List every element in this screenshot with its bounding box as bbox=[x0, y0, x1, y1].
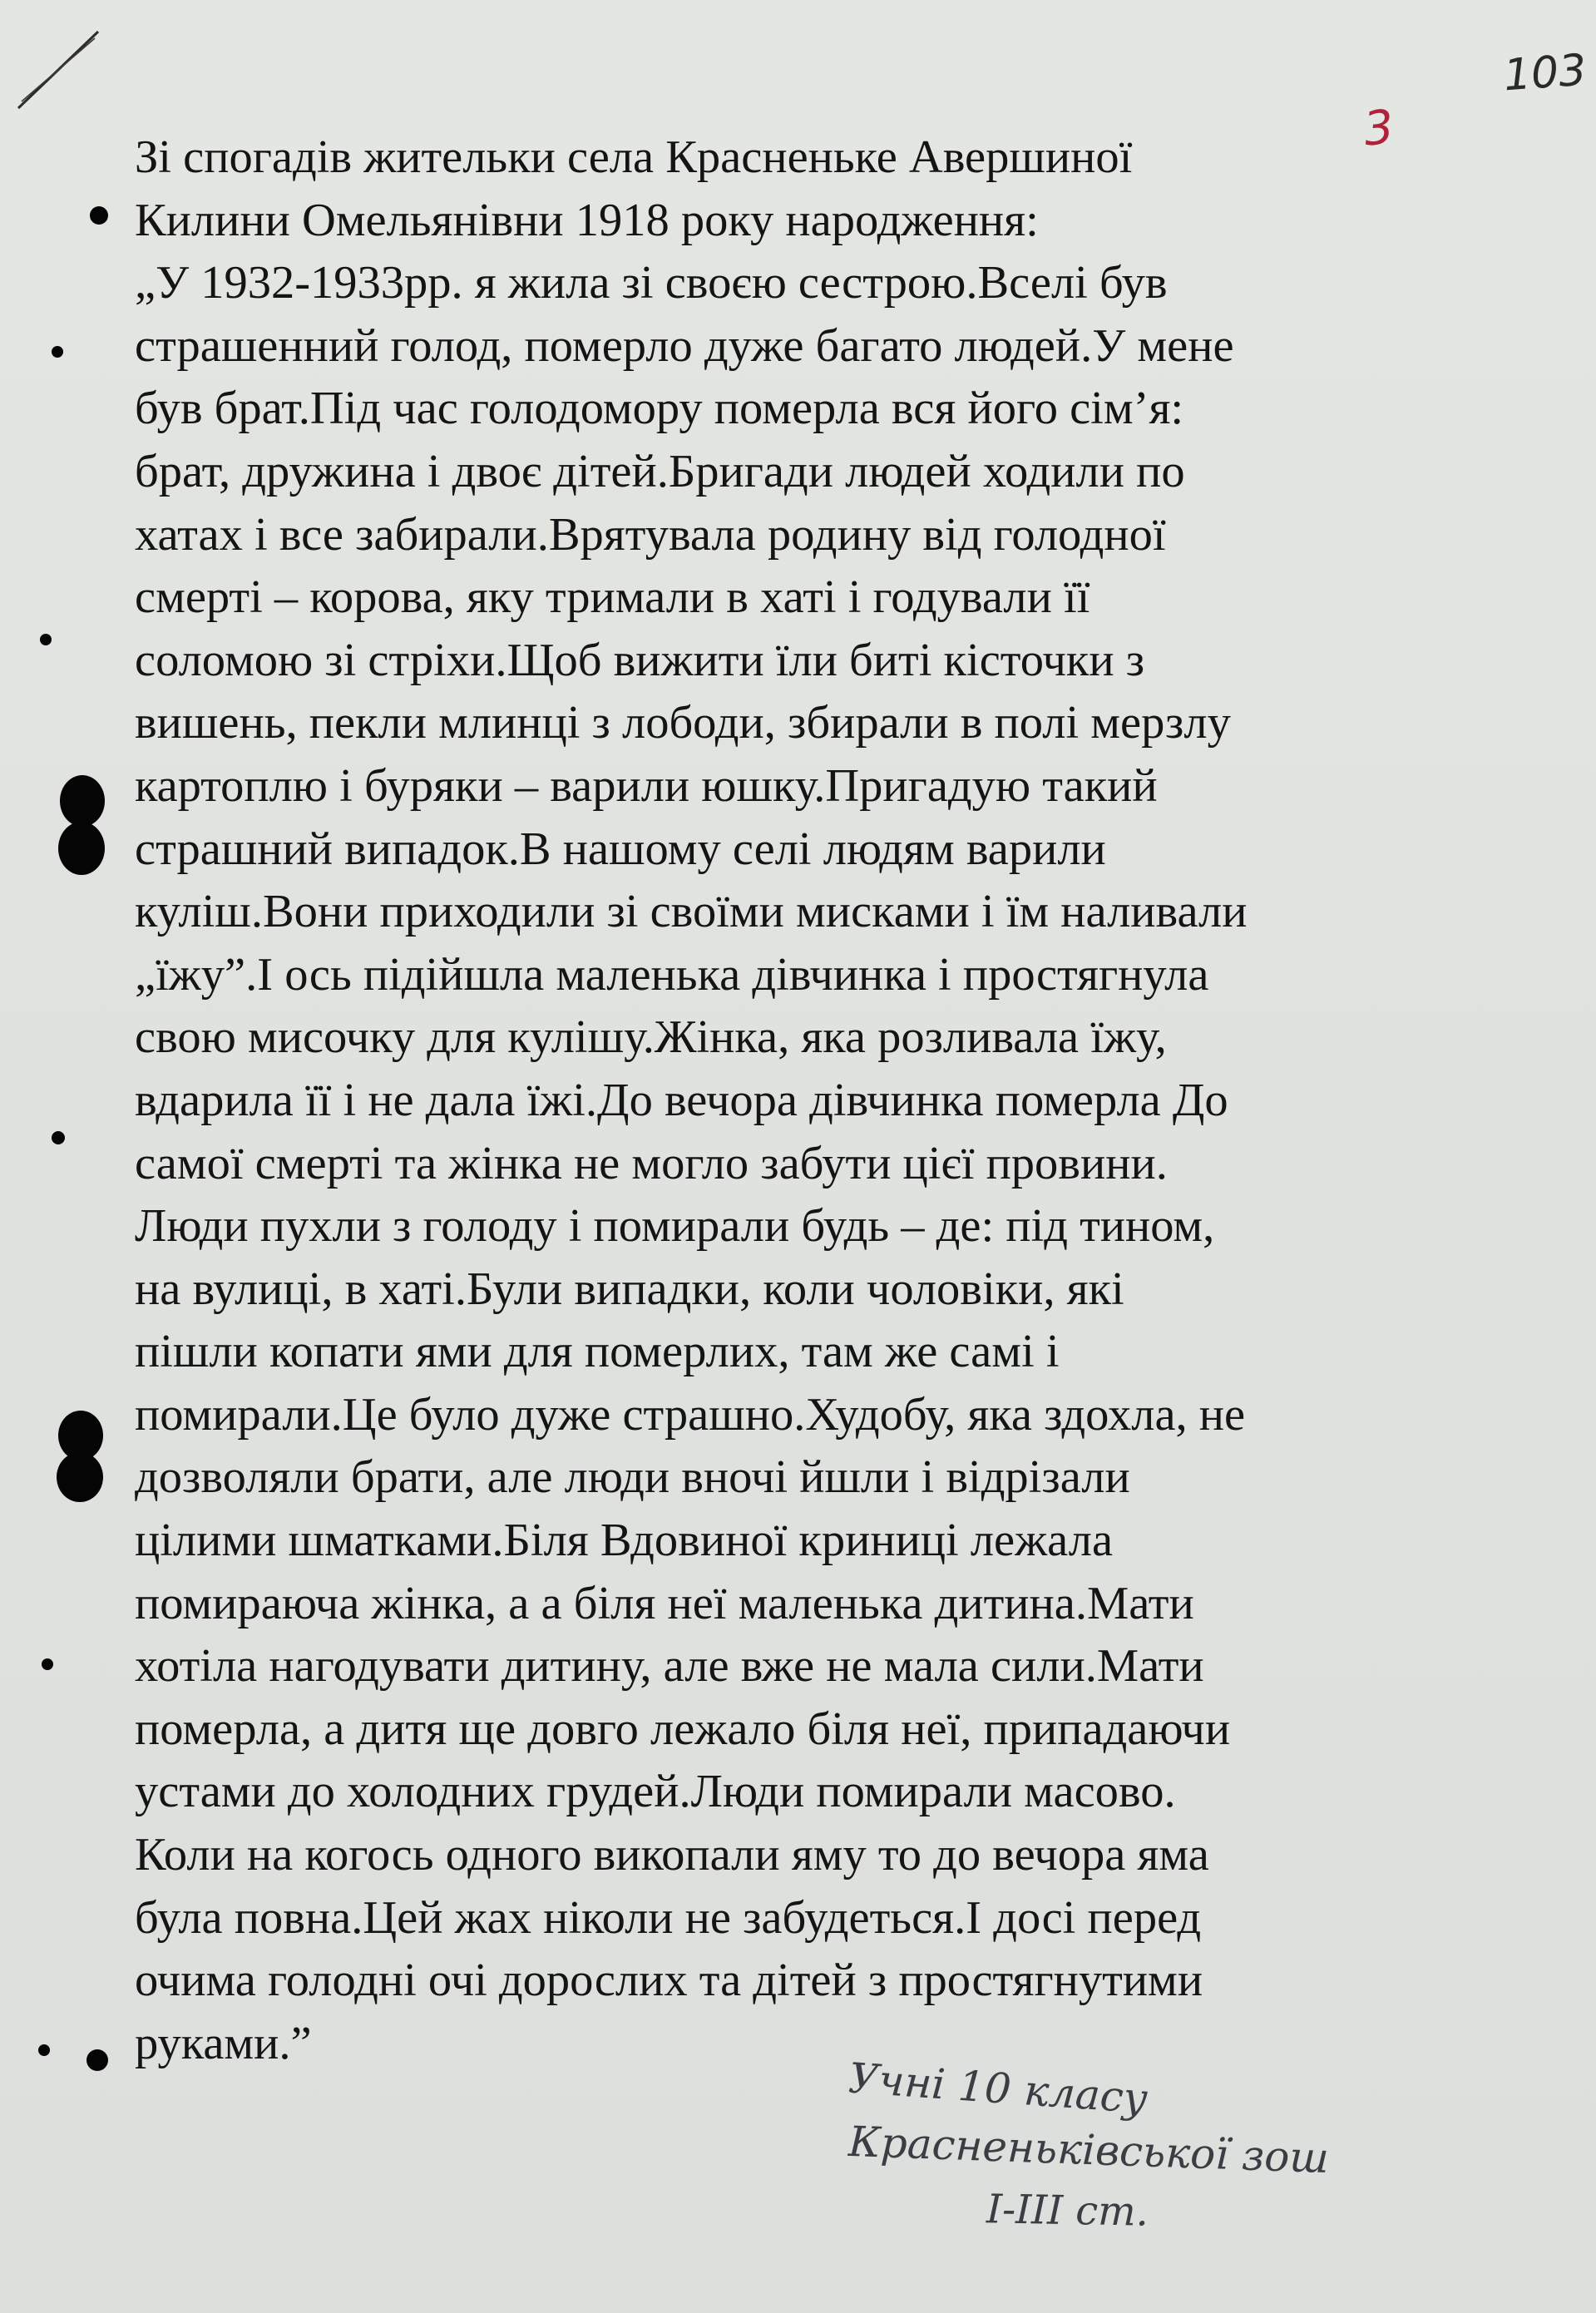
text-line: самої смерті та жінка не могло забути цієї провини. bbox=[135, 1137, 1168, 1189]
text-line: хотіла нагодувати дитину, але вже не мала сили.Мати bbox=[135, 1640, 1204, 1693]
text-line: смерті – корова, яку тримали в хаті і годували її bbox=[135, 571, 1090, 624]
handwritten-signature-line-3: І-ІІІ ст. bbox=[986, 2186, 1149, 2236]
handwritten-signature-line-2: Красненьківської зош bbox=[847, 2117, 1330, 2183]
punch-hole bbox=[58, 822, 105, 875]
punch-hole bbox=[57, 1452, 103, 1502]
text-line: вишень, пекли млинці з лободи, збирали в полі мерзлу bbox=[135, 697, 1231, 749]
punch-hole bbox=[90, 206, 108, 225]
text-line: устами до холодних грудей.Люди помирали масово. bbox=[135, 1766, 1176, 1818]
corner-slash-mark bbox=[15, 25, 106, 116]
text-line: соломою зі стріхи.Щоб вижити їли биті кісточки з bbox=[135, 634, 1145, 686]
text-line: свою мисочку для кулішу.Жінка, яка розливала їжу, bbox=[135, 1011, 1167, 1064]
red-ink-mark: 3 bbox=[1361, 100, 1396, 157]
punch-hole bbox=[38, 2044, 50, 2056]
text-line: на вулиці, в хаті.Були випадки, коли чоловіки, які bbox=[135, 1263, 1124, 1315]
text-line: помирали.Це було дуже страшно.Худобу, яка здохла, не bbox=[135, 1388, 1246, 1441]
punch-hole bbox=[52, 1131, 65, 1144]
text-line: Килини Омельянівни 1918 року народження: bbox=[135, 194, 1039, 246]
text-line: Зі спогадів жительки села Красненьке Авершиної bbox=[135, 131, 1133, 183]
text-line: помираюча жінка, а а біля неї маленька дитина.Мати bbox=[135, 1577, 1194, 1629]
text-line: „У 1932-1933рр. я жила зі своєю сестрою.Вселі був bbox=[135, 257, 1168, 309]
text-line: померла, а дитя ще довго лежало біля неї, припадаючи bbox=[135, 1703, 1231, 1755]
punch-hole bbox=[52, 346, 63, 358]
memoir-text bbox=[135, 126, 1565, 2075]
text-line: куліш.Вони приходили зі своїми мисками і їм наливали bbox=[135, 886, 1248, 938]
punch-hole bbox=[40, 634, 52, 645]
handwritten-signature-line-1: Учні 10 класу bbox=[847, 2054, 1149, 2123]
punch-hole bbox=[42, 1658, 53, 1670]
text-line: Люди пухли з голоду і помирали будь – де: під тином, bbox=[135, 1200, 1215, 1253]
text-line: був брат.Під час голодомору померла вся його сім’я: bbox=[135, 383, 1184, 435]
text-line: брат, дружина і двоє дітей.Бригади людей ходили по bbox=[135, 445, 1185, 497]
punch-hole bbox=[86, 2049, 108, 2071]
text-line: „їжу”.І ось підійшла маленька дівчинка і простягнула bbox=[135, 948, 1209, 1001]
text-line: картоплю і буряки – варили юшку.Пригадую такий bbox=[135, 759, 1158, 812]
text-line: хатах і все забирали.Врятувала родину від голодної bbox=[135, 508, 1166, 561]
text-line: цілими шматками.Біля Вдовиної криниці лежала bbox=[135, 1515, 1114, 1567]
text-line: Коли на когось одного викопали яму то до вечора яма bbox=[135, 1829, 1209, 1881]
punch-hole bbox=[60, 775, 105, 827]
text-line: вдарила її і не дала їжі.До вечора дівчинка померла До bbox=[135, 1074, 1228, 1126]
page-number: 103 bbox=[1502, 45, 1589, 101]
text-line: страшенний голод, померло дуже багато людей.У мене bbox=[135, 319, 1234, 372]
text-line: була повна.Цей жах ніколи не забудеться.І досі перед bbox=[135, 1891, 1202, 1944]
text-line: страшний випадок.В нашому селі людям варили bbox=[135, 823, 1106, 875]
text-line: пішли копати ями для померлих, там же самі і bbox=[135, 1326, 1060, 1378]
text-line: очима голодні очі дорослих та дітей з простягнутими bbox=[135, 1955, 1203, 2007]
text-line: дозволяли брати, але люди вночі йшли і відрізали bbox=[135, 1451, 1130, 1504]
text-line: руками.” bbox=[135, 2017, 312, 2069]
